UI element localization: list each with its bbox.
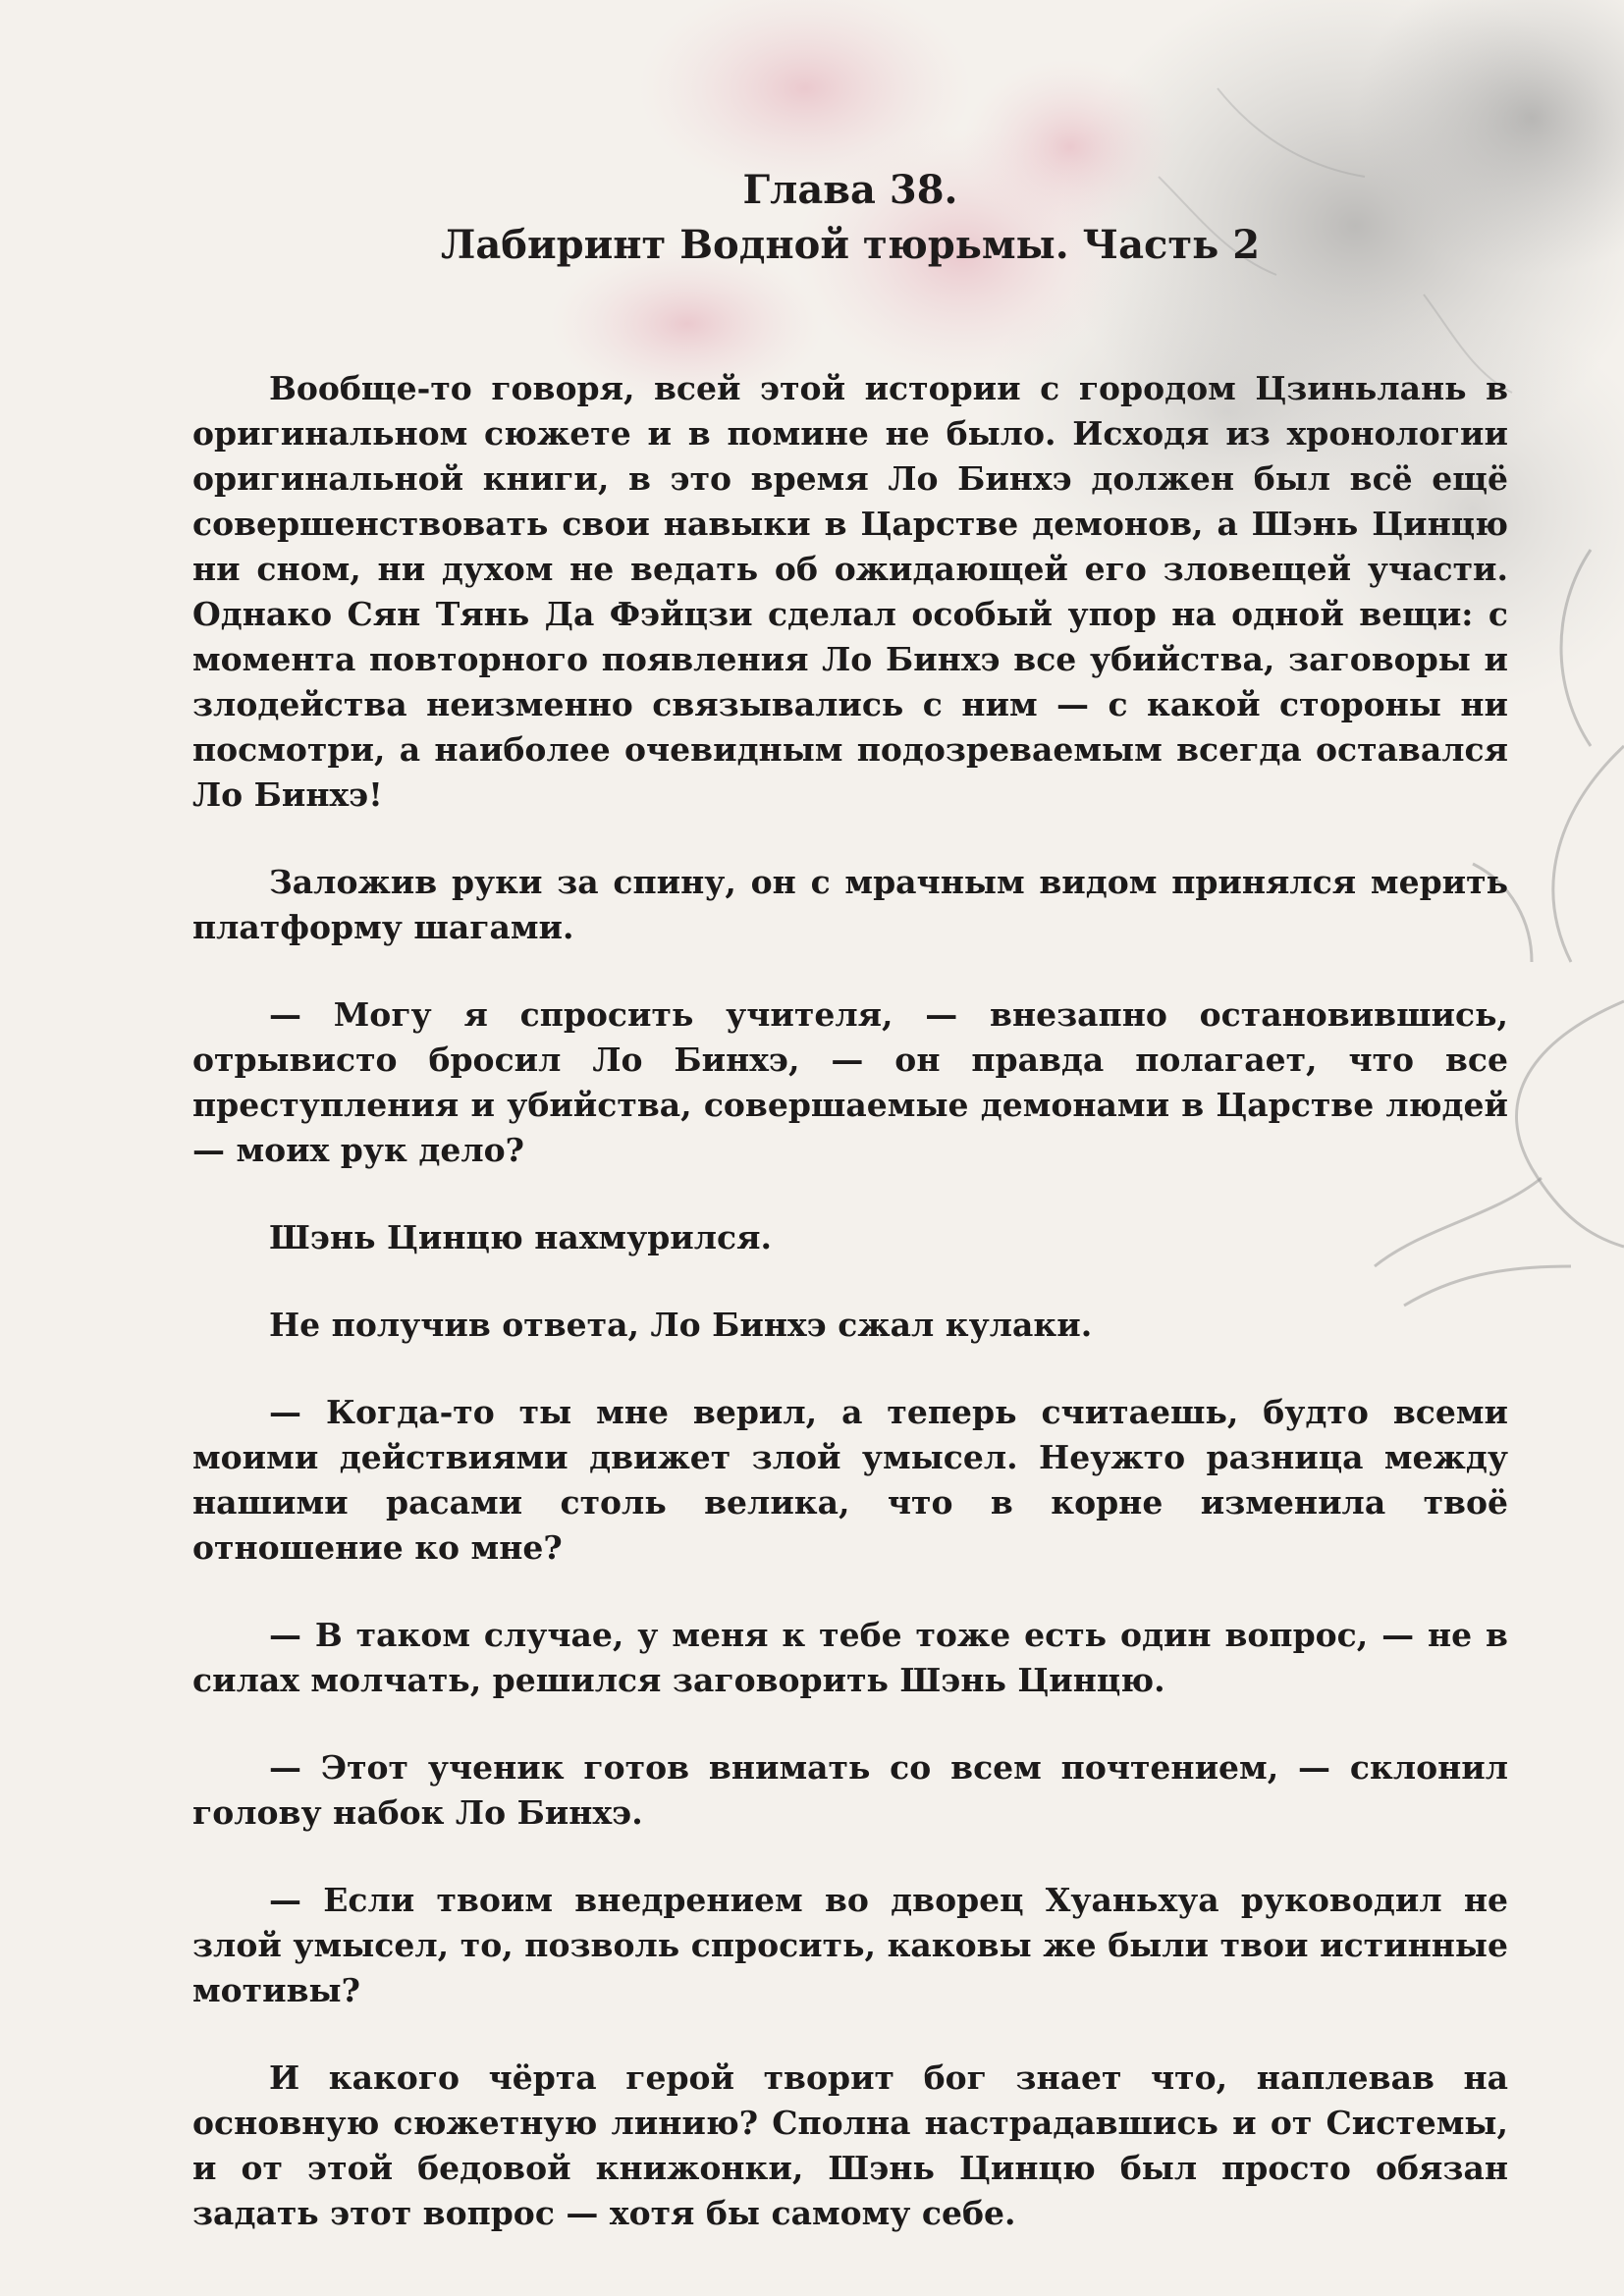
- paragraph: Не получив ответа, Ло Бинхэ сжал кулаки.: [269, 1306, 1093, 1344]
- chapter-body: [192, 366, 1508, 2236]
- paragraph: — В таком случае, у меня к тебе тоже есть один вопрос, — не в силах молчать, решился заговорить Шэнь Цинцю.: [192, 1616, 1508, 1699]
- chapter-heading: [192, 163, 1508, 273]
- paragraph: — Этот ученик готов внимать со всем почтением, — склонил голову набок Ло Бинхэ.: [192, 1748, 1508, 1832]
- chapter-title: Лабиринт Водной тюрьмы. Часть 2: [440, 222, 1261, 268]
- document-page: [192, 0, 1508, 2278]
- paragraph: — Если твоим внедрением во дворец Хуаньхуа руководил не злой умысел, то, позволь спросить, каковы же были твои истинные мотивы?: [192, 1881, 1508, 2009]
- paragraph: — Когда-то ты мне верил, а теперь считаешь, будто всеми моими действиями движет злой умысел. Неужто разница между нашими расами столь велика, что в корне изменила твоё отношение ко мне?: [192, 1393, 1508, 1567]
- paragraph: Заложив руки за спину, он с мрачным видом принялся мерить платформу шагами.: [192, 863, 1508, 946]
- paragraph: И какого чёрта герой творит бог знает что, наплевав на основную сюжетную линию? Сполна настрадавшись и от Системы, и от этой бедовой книжонки, Шэнь Цинцю был просто обязан задать этот вопрос — хотя бы самому себе.: [192, 2058, 1508, 2232]
- chapter-number: Глава 38.: [742, 167, 958, 213]
- paragraph: — Могу я спросить учителя, — внезапно остановившись, отрывисто бросил Ло Бинхэ, — он правда полагает, что все преступления и убийства, совершаемые демонами в Царстве людей — моих рук дело?: [192, 995, 1508, 1169]
- paragraph: Вообще-то говоря, всей этой истории с городом Цзиньлань в оригинальном сюжете и в помине не было. Исходя из хронологии оригинальной книги, в это время Ло Бинхэ должен был всё ещё совершенствовать свои навыки в Царстве демонов, а Шэнь Цинцю ни сном, ни духом не ведать об ожидающей его зловещей участи. Однако Сян Тянь Да Фэйцзи сделал особый упор на одной вещи: с момента повторного появления Ло Бинхэ все убийства, заговоры и злодейства неизменно связывались с ним — с какой стороны ни посмотри, а наиболее очевидным подозреваемым всегда оставался Ло Бинхэ!: [192, 369, 1508, 814]
- paragraph: Шэнь Цинцю нахмурился.: [269, 1218, 772, 1256]
